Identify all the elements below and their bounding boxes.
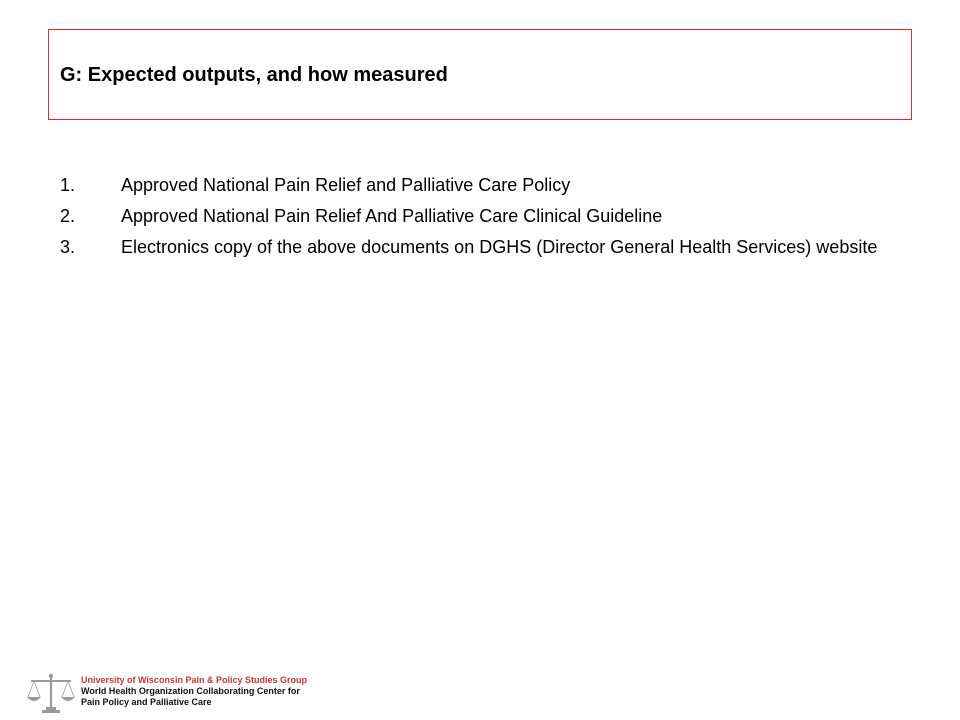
- list-item: [60, 236, 880, 259]
- slide-title: G: Expected outputs, and how measured: [60, 64, 448, 86]
- list-item-number: 2.: [60, 206, 76, 226]
- title-box: [48, 29, 912, 120]
- outputs-list: [60, 174, 880, 267]
- list-item: [60, 205, 880, 228]
- list-item-number: 1.: [60, 175, 76, 195]
- footer-line-2: World Health Organization Collaborating Center for: [81, 686, 300, 696]
- footer-org-name: University of Wisconsin Pain & Policy Studies Group: [81, 675, 307, 685]
- list-item-text: Approved National Pain Relief And Palliative Care Clinical Guideline: [121, 206, 663, 226]
- list-item-text: Electronics copy of the above documents on DGHS (Director General Health Services) website: [121, 237, 878, 257]
- footer-text: [81, 675, 307, 708]
- list-item-text: Approved National Pain Relief and Palliative Care Policy: [121, 175, 571, 195]
- footer: [20, 670, 420, 718]
- scales-of-justice-icon: [24, 672, 78, 716]
- list-item-number: 3.: [60, 237, 76, 257]
- list-item: [60, 174, 880, 197]
- footer-line-3: Pain Policy and Palliative Care: [81, 697, 212, 707]
